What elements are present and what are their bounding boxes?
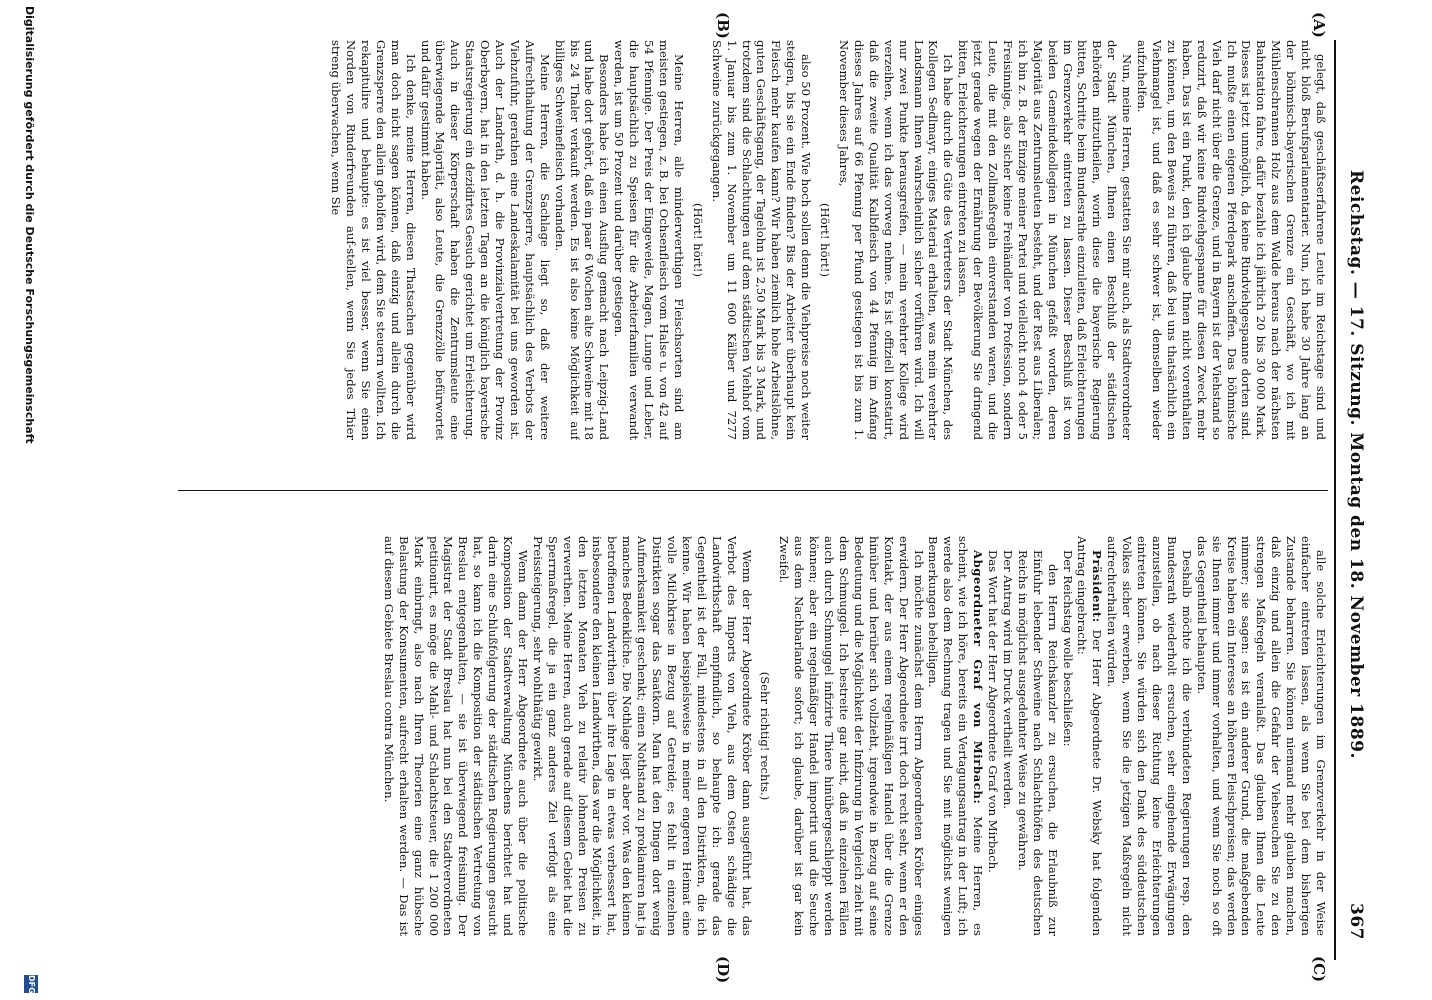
column-divider — [178, 490, 1328, 491]
margin-marker-b: (B) — [714, 12, 732, 39]
speaker-name: Abgeordneter Graf von Mirbach: — [971, 550, 986, 805]
interjection: (Hört! hört!) — [818, 203, 833, 277]
paragraph: gelegt, daß geschäftserfahrene Leute im Reichstage sind und nicht bloß Berufsparlamentarier. Nun, ich habe 30 Jahre lang an der böhmisch-bayerischen Grenze ein Geschäft, wo ich mit Mühlenschrannen Holz aus dem Walde heraus nach der nächsten Bahnstation fahre, dafür bezahle ich jährlich 20 bis 30 000 Mark. Dieses ist jetzt unmöglich, da keine Rindviehgespanne dorten sind. Ich mußte einen eigenen Pferdepark anschaffen. Das böhmische Vieh darf nicht über die Grenze, und in Bayern ist der Viehstand so reduzirt, daß wir keine Rindviehgespanne für diesen Zweck mehr haben. Das ist ein Punkt, den ich glaube Ihnen nicht vorenthalten zu können, um den Beweis zu führen, daß bei uns thatsächlich ein Viehmangel ist, und daß es sehr schwer ist, demselben wieder aufzuhelfen. — [1135, 40, 1328, 440]
paragraph: Das Wort hat der Herr Abgeordnete Graf von Mirbach. — [986, 550, 1001, 873]
digitization-footer — [12, 0, 42, 1000]
speaker-name: Präsident: — [1090, 550, 1105, 623]
paragraph: alle solche Erleichterungen im Grenzverkehr in der Weise einfacher eintreten lassen, als wenn Sie bei dem bisherigen Zustande beharren. Sie können niemand mehr glauben machen, daß einzig und allein die Gefahr der Viehseuchen Sie zu den strengen Maßregeln veranlaßt. Das glauben Ihnen die Leute nimmer; sie sagen: es ist ein anderer Grund, die maßgebenden Kreise haben ein Interesse an höheren Fleischpreisen; das werden sie Ihnen immer und immer vorhalten, und wenn Sie noch so oft das Gegentheil behaupten. — [1194, 536, 1328, 936]
interjection: (Hört! hört!) — [690, 203, 705, 277]
speech-text: Der Herr Abgeordnete Dr. Websky hat folgenden Antrag eingebracht: — [1075, 536, 1105, 936]
page-header — [1336, 60, 1366, 940]
paragraph: Meine Herren, alle minderwerthigen Fleischsorten sind am meisten gestiegen, z. B. bei Ochsenfleisch vom Halse u. von 42 auf 54 Pfennige. Der Preis der Eingeweide, Magen, Lunge und Leber, die hauptsächlich zu Speisen für die Arbeiterfamilien verwandt werden, ist um 50 Prozent und darüber gestiegen. — [612, 40, 686, 440]
speaker-paragraph — [926, 536, 986, 936]
header-rule — [1334, 40, 1336, 960]
paragraph: Nun, meine Herren, gestatten Sie mir auch, als Stadtverordneter der Stadt München, Ihnen einen Beschluß der städtischen Behörden mitzutheilen, worin diese die bayerische Regierung bitten, Schritte beim Bundesrathe einzuleiten, daß Erleichterungen im Grenzverkehr eintreten zu lassen. Dieser Beschluß ist von beiden Gemeindekollegien in München gefaßt worden, deren Majorität aus Zentrumsleuten besteht, und der Rest aus Liberalen; ich bin z. B. der Einzige meiner Partei und vielleicht noch 4 oder 5 Freisinnige, also sicher keine Freihändler von Profession, sondern Leute, die mit den Zollmaßregeln einverstanden waren, und die jetzt gerade wegen der Ernährung der Bevölkerung Sie dringend bitten, Erleichterungen eintreten zu lassen. — [956, 40, 1135, 440]
paragraph: Ich möchte zunächst dem Herrn Abgeordneten Kröber einiges erwidern. Der Herr Abgeordnete irrt doch recht sehr, wenn er den Kontakt, der aus einem regelmäßigen Handel über die Grenze hinüber und herüber sich vollzieht, irgendwie in Bezug auf seine Bedeutung und die Möglichkeit der Infizirung in Vergleich zieht mit dem Schmuggel. Ich bestreite gar nicht, daß in einzelnen Fällen auch durch Schmuggel infizirte Thiere hinübergeschleppt werden können; aber ein regelmäßiger Handel importirt und die Seuche aus dem Nachbarlande sofort; ich glaube, darüber ist gar kein Zweifel. — [777, 536, 926, 936]
paragraph: Wenn dann der Herr Abgeordnete auch über die politische Komposition der Stadtverwaltung Münchens berichtet hat und darin eine Schlußfolgerung der städtischen Regierungen gesucht hat, so kann ich die Komposition der städtischen Vertretung von Breslau entgegenhalten, — sie ist überwiegend freisinnig. Der Magistrat der Stadt Breslau hat nun bei den Stadtverordneten petitionirt, es möge die Mahl- und Schlachtsteuer, die 1 200 000 Mark einbringt, also nach Ihren Theorien eine ganz hübsche Belastung der Konsumenten, aufrecht erhalten werden. — Das ist auf diesem Gebiete Breslau contra München. — [381, 536, 530, 936]
speech-text: Meine Herren, es scheint, wie ich höre, bereits ein Vertagungsantrag in der Luft; ich werde also dem Rechnung tragen und Sie mit möglichst wenigen Bemerkungen behelligen. — [926, 536, 986, 936]
right-column — [108, 536, 1328, 936]
paragraph: Besonders habe ich einen Ausflug gemacht nach Leipzig-Land und habe dort gehört, daß ein paar 6 Wochen alte Schweine mit 18 bis 24 Thaler verkauft werden. Es ist also keine Möglichkeit auf billiges Schweinefleisch vorhanden. — [552, 40, 612, 440]
margin-marker-d: (D) — [714, 956, 732, 984]
paragraph: Der Reichstag wolle beschließen: — [1060, 550, 1075, 747]
paragraph: Ich denke, meine Herren, diesen Thatsachen gegenüber wird man doch nicht sagen können, daß einzig und allein durch die Grenzsperre den allein geholfen wird, dem Sie steuern wollten. Ich rekapitulire und behaupte: es ist viel besser, wenn Sie einen Norden von Rinderfreunden auf-stellen, wenn Sie jedes Thier streng überwachen, wenn Sie — [329, 40, 418, 440]
funding-note: Digitalisierung gefördert durch die Deutsche Forschungsgemeinschaft — [23, 6, 36, 444]
margin-marker-a: (A) — [1310, 12, 1328, 38]
paragraph: also 50 Prozent. Wie hoch sollen denn die Viehpreise noch weiter steigen, bis sie ein Ende finden? Bis der Arbeiter überhaupt kein Fleisch mehr kaufen kann? Wir haben ziemlich hohe Arbeitslöhne, guten Geschäftsgang, der Tagelohn ist 2,50 Mark bis 3 Mark, und trotzdem sind die Schlachtungen auf dem städtischen Viehhof vom 1. Januar bis zum 1. November um 11 600 Kälber und 7277 Schweine zurückgegangen. — [709, 40, 814, 440]
running-title: Reichstag. — 17. Sitzung. Montag den 18. November 1889. — [1346, 170, 1366, 759]
paragraph: Ich habe durch die Güte des Vertreters der Stadt München, des Kollegen Sedlmayr, einiges Material erhalten, was mein verehrter Landsmann Ihnen wahrscheinlich sicher vorführen wird. Ich will nur zwei Punkte herausgreifen, — mein verehrter Kollege wird verzeihen, wenn ich das vorweg nehme. Es ist offiziell konstatirt, daß die zweite Qualität Kalbfleisch von 44 Pfennig im Anfang dieses Jahres auf 66 Pfennig per Pfund gestiegen ist bis zum 1. November dieses Jahres, — [837, 40, 956, 440]
paragraph: Deshalb möchte ich die verbündeten Regierungen resp. den Bundesrath wiederholt ersuchen, sehr eingehende Erwägungen anzustellen, ob nach dieser Richtung keine Erleichterungen eintreten können. Sie würden sich den Dank des süddeutschen Volkes sicher erwerben, wenn Sie die jetzigen Maßregeln nicht aufrechterhalten würden. — [1105, 536, 1194, 936]
dfg-logo: DFG — [24, 975, 38, 993]
paragraph: Der Antrag wird im Druck vertheilt werden. — [1000, 550, 1015, 810]
speaker-paragraph — [1075, 536, 1105, 936]
interjection: (Sehr richtig! rechts.) — [758, 671, 773, 801]
paragraph: den Herrn Reichskanzler zu ersuchen, die Erlaubniß zur Einfuhr lebender Schweine nach Schlachthöfen des deutschen Reichs in möglichst ausgedehnter Weise zu gewähren. — [1015, 550, 1060, 936]
paragraph: Wenn der Herr Abgeordnete Kröber dann ausgeführt hat, das Verbot des Imports von Vieh, aus dem Osten schädige die Landwirthschaft empfindlich, so behaupte ich: gerade das Gegentheil ist der Fall, mindestens in all den Distrikten, die ich kenne. Wir haben beispielsweise in meiner engeren Heimat eine volle Milchkrise in Bezug auf Getreide; es fehlt in einzelnen Distrikten sogar das Saatkorn. Man hat den Dingen dort wenig Aufmerksamkeit geschenkt; einen Nothstand zu proklamiren hat ja manches Bedenkliche. Die Nothlage liegt aber vor. Was den kleinen betroffenen Landwirthen über ihre Lage in etwas verbessert hat, insbesondere den kleinen Landwirthen, das war die Möglichkeit, in den letzten Monaten Vieh zu relativ lohnenden Preisen zu verwerthen. Meine Herren, auch gerade auf diesem Gebiet hat die Sperrmaßregel, die ja ein ganz anderes Ziel verfolgt als eine Preissteigerung, sehr wohlthätig gewirkt. — [530, 536, 754, 936]
page-number: 367 — [1346, 903, 1366, 940]
margin-marker-c: (C) — [1310, 956, 1328, 983]
paragraph: Meine Herren, die Sachlage liegt so, daß der weitere Aufrechthaltung der Grenzsperre, hauptsächlich des Verbots der Viehzufuhr, gerathen eine Landeskalamität bei uns geworden ist. Auch der Landrath, d. h. die Provinzialvertretung der Provinz Oberbayern, hat in den letzten Tagen an die königlich bayerische Staatsregierung ein dezidirtes Gesuch gerichtet um Erleichterung. Auch in dieser Körperschaft haben die Zentrumsleute eine überwiegende Majorität, also Leute, die Grenzzölle befürwortet und dafür gestimmt haben. — [418, 40, 552, 440]
left-column — [88, 40, 1328, 440]
